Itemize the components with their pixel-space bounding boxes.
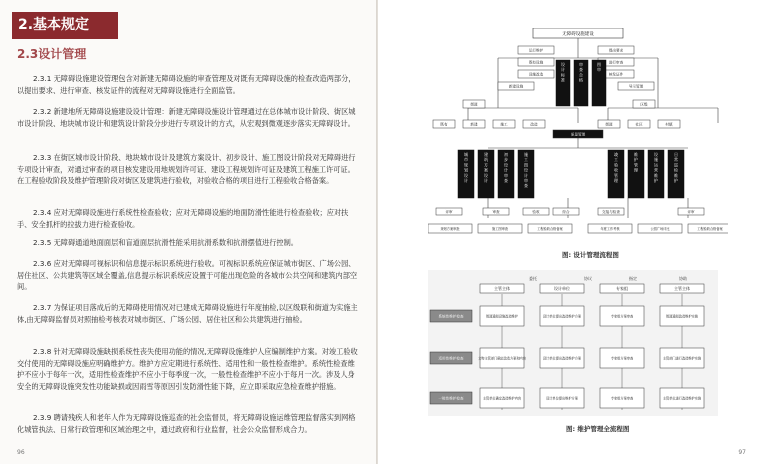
fig1-vcol-6-char: 维 — [654, 172, 658, 178]
fig2-cell-0-2-label: 专家组方案审查 — [610, 314, 634, 319]
fig1-center-col-0-char: 设 — [561, 62, 565, 67]
fig1-bottom-3-label: 年度工作考核 — [600, 227, 620, 231]
subsection-title: 2.3设计管理 — [17, 47, 87, 61]
fig2-cell-2-2-label: 专家组方案审查 — [610, 396, 634, 401]
fig2-rowlabel-1-label: 适用性维护检查 — [438, 356, 464, 361]
fig1-vcol-7-char: 检 — [674, 167, 678, 173]
fig1-bottom-boxes — [428, 224, 728, 233]
paragraph-2: 2.3.2 新建地所无障碍设施建设设计管理：新建无障碍设施设计管理通过在总体城市设计阶段、街区城市设计阶段、地块城市设计和建筑设计阶段分步进行专项设计的方式，从宏观到微观逐步落实无障碍设计。 — [17, 107, 356, 128]
fig1-vcol-3-char: 图 — [524, 162, 528, 168]
fig1-row1-item-3-label: 新建设施 — [508, 84, 524, 89]
fig1-vcol-3-char: 计 — [524, 172, 528, 178]
fig1-center-col-0-char: 准 — [561, 77, 565, 83]
design-flow-diagram — [428, 28, 728, 248]
fig2-header-1: 协议 — [584, 276, 592, 281]
fig1-center-quality-label: 质量管理 — [570, 132, 586, 137]
fig1-vcol-1-char: 方 — [484, 162, 488, 168]
section-title: 2.基本规定 — [12, 12, 118, 39]
fig2-cell-1-3-label: 主管部门进行改造维护实施 — [662, 356, 702, 361]
fig1-vcol-5-char: 维 — [634, 152, 638, 157]
paragraph-6: 2.3.6 应对无障碍可视标识和信息提示标识系统进行验收。可视标识系统应保证城市街区、广场公园、居住社区、公共建筑等区域全覆盖,信息提示标识系统应设置于可能出现危险的各城市公共空间和建筑内部空间。 — [17, 259, 358, 292]
fig1-row1-item-4-label: 提出要求 — [608, 48, 624, 53]
fig1-left-node-2-label: 新建 — [470, 122, 478, 127]
fig1-vcol-7-char: 常 — [674, 157, 678, 163]
fig1-center-col-0-char: 计 — [561, 67, 565, 73]
fig1-vcol-5-char: 理 — [634, 167, 638, 173]
paragraph-9: 2.3.9 聘请残疾人和老年人作为无障碍设施巡查的社会监督员，将无障碍设施运维管理监督落实到网格化城管执法、日常行政管理和区域治理之中，通过政府和行业监督，社会公众监督形成合力。 — [17, 413, 356, 434]
fig1-vcol-2-char: 设 — [504, 162, 508, 168]
paragraph-8: 2.3.8 针对无障碍设施缺损系统性丧失使用功能的情况,无障碍设施维护人应编制维护方案。对竣工验收交付使用的无障碍设施应明确维护方。维护方应定期进行系统性、适用性和一般性检查维护。系统性检查维护不应小于每年一次，适用性检查维护不应小于每季度一次，一般性检查维护不应小于每月一次。涉及人身安全的无障碍设施突发性功能缺损或因雨雪等原因引发防滑性能下降，应立即采取应急检查维护措施。 — [17, 347, 358, 391]
fig1-bottom-0-label: 规划方案审批 — [440, 227, 460, 231]
fig1-bottom-1-label: 施工图审查 — [492, 227, 508, 231]
fig1-mid-labels — [436, 208, 704, 215]
fig1-mid-1-label: 审查 — [492, 210, 500, 214]
fig1-vcol-7-char: 巡 — [674, 162, 678, 168]
fig1-bottom-5-label: 工程验收合格备案 — [697, 227, 723, 231]
fig1-vcol-3-char: 设 — [524, 167, 528, 173]
fig1-vcol-4-char: 工 — [614, 157, 618, 163]
fig1-vcol-1-char: 计 — [484, 178, 488, 183]
fig1-row1-item-7-label: 导示管理 — [628, 84, 644, 89]
left-page — [0, 0, 378, 464]
fig1-bottom-2-label: 工程验收合格备案 — [537, 227, 563, 231]
fig1-mid-0-label: 评审 — [445, 210, 453, 214]
fig1-center-col-1-char: 格 — [579, 77, 583, 83]
paragraph-3: 2.3.3 在街区城市设计阶段、地块城市设计及建筑方案设计、初步设计、施工图设计阶段对无障碍进行专项设计审查，对通过审查的项目核发建设用地规划许可证、建设工程规划许可证及建筑工程施工许可证。在工程验收阶段及维护管理阶段对街区及建筑进行验收，对验收合格的项目进行工程验收合格备案。 — [17, 153, 356, 186]
fig2-rowlabel-0-label: 系统性维护检查 — [438, 314, 464, 319]
fig1-mid-2-label: 验收 — [532, 210, 540, 214]
fig2-top-3-label: 主管主体 — [674, 286, 690, 291]
fig2-cell-0-3-label: 街道通知改造维护实施 — [666, 314, 698, 319]
fig1-vcol-0-char: 规 — [464, 162, 468, 168]
fig1-vcol-5-char: 管 — [634, 162, 638, 168]
fig1-left-node-0-label: 街道 — [470, 102, 478, 107]
fig1-vcol-2-char: 审 — [504, 172, 508, 178]
fig1-right-node-3-label: 村镇 — [665, 122, 673, 127]
fig1-center-col-1-char: 查 — [579, 67, 583, 73]
fig1-vcol-4-char: 验 — [614, 162, 618, 168]
fig2-cell-0-0-label: 街道通知设施改造维护 — [486, 314, 518, 319]
fig1-row1-item-1-label: 既有设施 — [528, 60, 544, 65]
fig1-vcol-3-char: 工 — [524, 157, 528, 163]
fig2-cell-1-0-label: 文物主管部门确定改造方案和内容 — [478, 356, 526, 361]
fig1-vcol-0-char: 城 — [464, 152, 468, 157]
fig1-left-node-1-label: 既有 — [440, 122, 448, 127]
fig1-top-label: 无障碍设施建设 — [562, 32, 594, 37]
fig1-vcol-4-char: 理 — [614, 178, 618, 183]
fig2-cell-2-0-label: 主管单位确定改造维护内容 — [482, 396, 522, 401]
fig1-vertical-columns — [458, 150, 684, 198]
fig1-right-node-1-label: 街道 — [605, 122, 613, 127]
fig1-row1-item-0-label: 运行维护 — [528, 48, 544, 53]
fig2-top-0-label: 主管主体 — [494, 286, 510, 291]
fig2-header-2: 指定 — [629, 276, 637, 281]
fig1-vcol-3-char: 审 — [524, 178, 528, 183]
fig1-row1-item-2-label: 设施改造 — [528, 72, 544, 77]
fig1-vcol-7-char: 护 — [674, 178, 678, 183]
fig2-cell-0-1-label: 设计单位提出改造维护方案 — [542, 314, 582, 319]
figure1-caption: 图: 设计管理流程图 — [562, 251, 619, 259]
fig1-vcol-0-char: 划 — [464, 167, 468, 173]
fig1-bottom-4-label: 公园广场评比 — [650, 227, 670, 231]
fig1-mid-4-label: 交接与检查 — [602, 210, 620, 214]
fig1-vcol-0-char: 计 — [464, 178, 468, 183]
fig1-vcol-1-char: 筑 — [484, 157, 488, 163]
fig1-left-node-4-label: 改造 — [530, 122, 538, 127]
paragraph-1: 2.3.1 无障碍设施建设管理包含对新建无障碍设施的审查管理及对既有无障碍设施的检查改造两部分，以提出要求、进行审查、核发证件的流程对无障碍设施进行全面监管。 — [17, 74, 356, 95]
fig1-vcol-0-char: 市 — [464, 157, 468, 163]
fig1-vcol-4-char: 管 — [614, 172, 618, 178]
fig2-rowlabel-2-label: 一般性维护检查 — [438, 396, 464, 401]
page-number-left: 96 — [17, 449, 25, 456]
fig1-vcol-1-char: 设 — [484, 172, 488, 178]
fig1-vcol-2-char: 初 — [504, 152, 508, 157]
paragraph-5: 2.3.5 无障碍通道地面面层和盲道面层抗滑性能采用抗滑系数和抗滑摆值进行控制。 — [33, 238, 298, 247]
fig1-vcol-2-char: 步 — [504, 157, 508, 163]
paragraph-4: 2.3.4 应对无障碍设施进行系统性检查验收；应对无障碍设施的地面防滑性能进行检查验收；应对扶手、安全抓杆的拉拔力进行检查验收。 — [17, 208, 349, 229]
fig1-vcol-6-char: 设 — [654, 152, 658, 157]
fig1-row1-item-5-label: 进行审查 — [608, 60, 624, 65]
fig1-center-col-1-char: 审 — [579, 62, 583, 67]
paragraph-7: 2.3.7 为保证项目落成后的无障碍使用情况对已建成无障碍设施进行年度抽检,以区级联和街道为实施主体,由无障碍监督员对照抽检考核表对城市街区、广场公园、居住社区和公共建筑进行抽检。 — [17, 303, 358, 324]
fig1-vcol-6-char: 运 — [654, 162, 658, 168]
fig2-cell-1-2-label: 专家组方案审查 — [610, 356, 634, 361]
right-page — [378, 0, 760, 464]
fig1-center-col-1-char: 合 — [579, 72, 583, 78]
fig1-vcol-6-char: 营 — [654, 167, 658, 173]
fig1-right-nodes — [598, 100, 680, 128]
fig2-cell-1-1-label: 设计单位提出改造维护方案 — [542, 356, 582, 361]
maintenance-flow-diagram — [428, 270, 718, 420]
fig2-top-1-label: 设计单位 — [554, 286, 570, 291]
fig2-top-2-label: 专家组 — [616, 286, 628, 291]
fig2-header-0: 委托 — [529, 276, 537, 281]
fig1-vcol-2-char: 计 — [504, 167, 508, 173]
fig1-mid-5-label: 评审 — [687, 210, 695, 214]
fig1-vcol-7-char: 日 — [674, 152, 678, 157]
fig2-cell-2-1-label: 设计单位提出维护方案 — [546, 396, 578, 401]
fig1-center-col-2-char: 图 — [597, 62, 601, 67]
fig2-header-3: 协助 — [679, 276, 687, 281]
fig1-row1-item-6-label: 核发证件 — [608, 72, 624, 77]
fig2-headers — [529, 275, 687, 281]
fig1-vcol-6-char: 施 — [654, 157, 658, 163]
fig1-center-col-0-char: 标 — [561, 72, 565, 78]
fig1-mid-3-label: 综合 — [562, 210, 570, 214]
fig1-vcol-1-char: 建 — [484, 152, 488, 157]
fig1-vcol-0-char: 设 — [464, 172, 468, 178]
fig1-vcol-2-char: 查 — [504, 178, 508, 183]
fig1-center-col-2-char: 审 — [597, 67, 601, 73]
fig1-left-nodes — [433, 100, 545, 128]
fig1-vcol-4-char: 竣 — [614, 152, 618, 157]
fig1-vcol-1-char: 案 — [484, 167, 488, 173]
fig2-rows — [430, 306, 704, 408]
fig1-left-node-3-label: 施工 — [500, 122, 508, 127]
fig1-vcol-3-char: 施 — [524, 152, 528, 157]
fig1-vcol-4-char: 收 — [614, 167, 618, 173]
fig1-vcol-7-char: 维 — [674, 172, 678, 178]
fig1-vcol-6-char: 护 — [654, 178, 658, 183]
fig1-right-node-2-label: 社区 — [635, 122, 643, 127]
fig2-cell-2-3-label: 主管单位进行改造维护实施 — [662, 396, 702, 401]
figure2-caption: 图: 维护管理全流程图 — [566, 425, 630, 433]
fig1-right-node-0-label: 区级 — [640, 102, 648, 107]
fig1-vcol-5-char: 护 — [634, 157, 638, 163]
fig1-vcol-3-char: 查 — [524, 183, 528, 189]
page-number-right: 97 — [738, 449, 746, 456]
